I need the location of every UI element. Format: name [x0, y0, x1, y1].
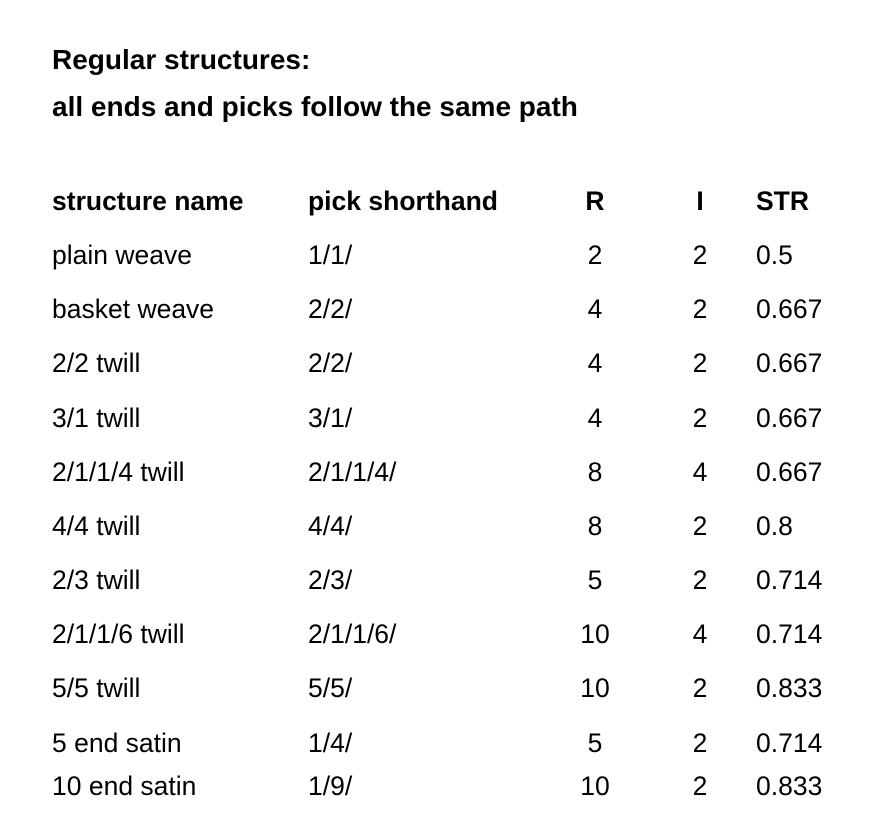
- i-value-cell: 2: [692, 294, 708, 324]
- structure-name-cell: basket weave: [52, 294, 215, 324]
- pick-shorthand-cell: 2/2/: [308, 348, 353, 378]
- column-header-pick-shorthand: pick shorthand: [308, 186, 498, 216]
- pick-shorthand-cell: 4/4/: [308, 511, 353, 541]
- str-value-cell: 0.833: [756, 771, 823, 801]
- str-value-cell: 0.667: [756, 457, 823, 487]
- r-value-cell: 10: [580, 771, 610, 801]
- r-value-cell: 5: [587, 565, 603, 595]
- structure-name-cell: 2/1/1/6 twill: [52, 619, 185, 649]
- structure-name-cell: 10 end satin: [52, 771, 197, 801]
- structure-name-cell: 3/1 twill: [52, 403, 141, 433]
- str-value-cell: 0.667: [756, 294, 823, 324]
- r-value-cell: 2: [587, 240, 603, 270]
- str-value-cell: 0.667: [756, 348, 823, 378]
- str-value-cell: 0.714: [756, 728, 823, 758]
- str-value-cell: 0.833: [756, 673, 823, 703]
- pick-shorthand-cell: 2/1/1/4/: [308, 457, 397, 487]
- i-value-cell: 2: [692, 240, 708, 270]
- i-value-cell: 2: [692, 565, 708, 595]
- pick-shorthand-cell: 1/4/: [308, 728, 353, 758]
- str-value-cell: 0.714: [756, 619, 823, 649]
- i-value-cell: 4: [692, 619, 708, 649]
- structure-name-cell: plain weave: [52, 240, 192, 270]
- i-value-cell: 2: [692, 403, 708, 433]
- pick-shorthand-cell: 2/2/: [308, 294, 353, 324]
- i-value-cell: 2: [692, 673, 708, 703]
- structure-name-cell: 5/5 twill: [52, 673, 141, 703]
- column-header-structure-name: structure name: [52, 186, 244, 216]
- i-value-cell: 2: [692, 728, 708, 758]
- i-value-cell: 2: [692, 511, 708, 541]
- column-header-str: STR: [756, 186, 809, 216]
- column-header-r: R: [585, 186, 605, 216]
- structure-name-cell: 2/3 twill: [52, 565, 141, 595]
- structure-name-cell: 5 end satin: [52, 728, 182, 758]
- heading-line-1: Regular structures:: [52, 44, 311, 75]
- str-value-cell: 0.714: [756, 565, 823, 595]
- r-value-cell: 4: [587, 348, 603, 378]
- str-value-cell: 0.667: [756, 403, 823, 433]
- i-value-cell: 4: [692, 457, 708, 487]
- r-value-cell: 4: [587, 403, 603, 433]
- pick-shorthand-cell: 3/1/: [308, 403, 353, 433]
- structure-name-cell: 2/2 twill: [52, 348, 141, 378]
- i-value-cell: 2: [692, 348, 708, 378]
- r-value-cell: 10: [580, 619, 610, 649]
- r-value-cell: 8: [587, 511, 603, 541]
- r-value-cell: 4: [587, 294, 603, 324]
- structure-name-cell: 2/1/1/4 twill: [52, 457, 185, 487]
- pick-shorthand-cell: 2/3/: [308, 565, 353, 595]
- pick-shorthand-cell: 5/5/: [308, 673, 353, 703]
- i-value-cell: 2: [692, 771, 708, 801]
- pick-shorthand-cell: 1/9/: [308, 771, 353, 801]
- r-value-cell: 8: [587, 457, 603, 487]
- str-value-cell: 0.5: [756, 240, 793, 270]
- r-value-cell: 10: [580, 673, 610, 703]
- column-header-i: I: [696, 186, 704, 216]
- r-value-cell: 5: [587, 728, 603, 758]
- pick-shorthand-cell: 2/1/1/6/: [308, 619, 397, 649]
- pick-shorthand-cell: 1/1/: [308, 240, 353, 270]
- structure-name-cell: 4/4 twill: [52, 511, 141, 541]
- str-value-cell: 0.8: [756, 511, 793, 541]
- heading-line-2: all ends and picks follow the same path: [52, 91, 578, 122]
